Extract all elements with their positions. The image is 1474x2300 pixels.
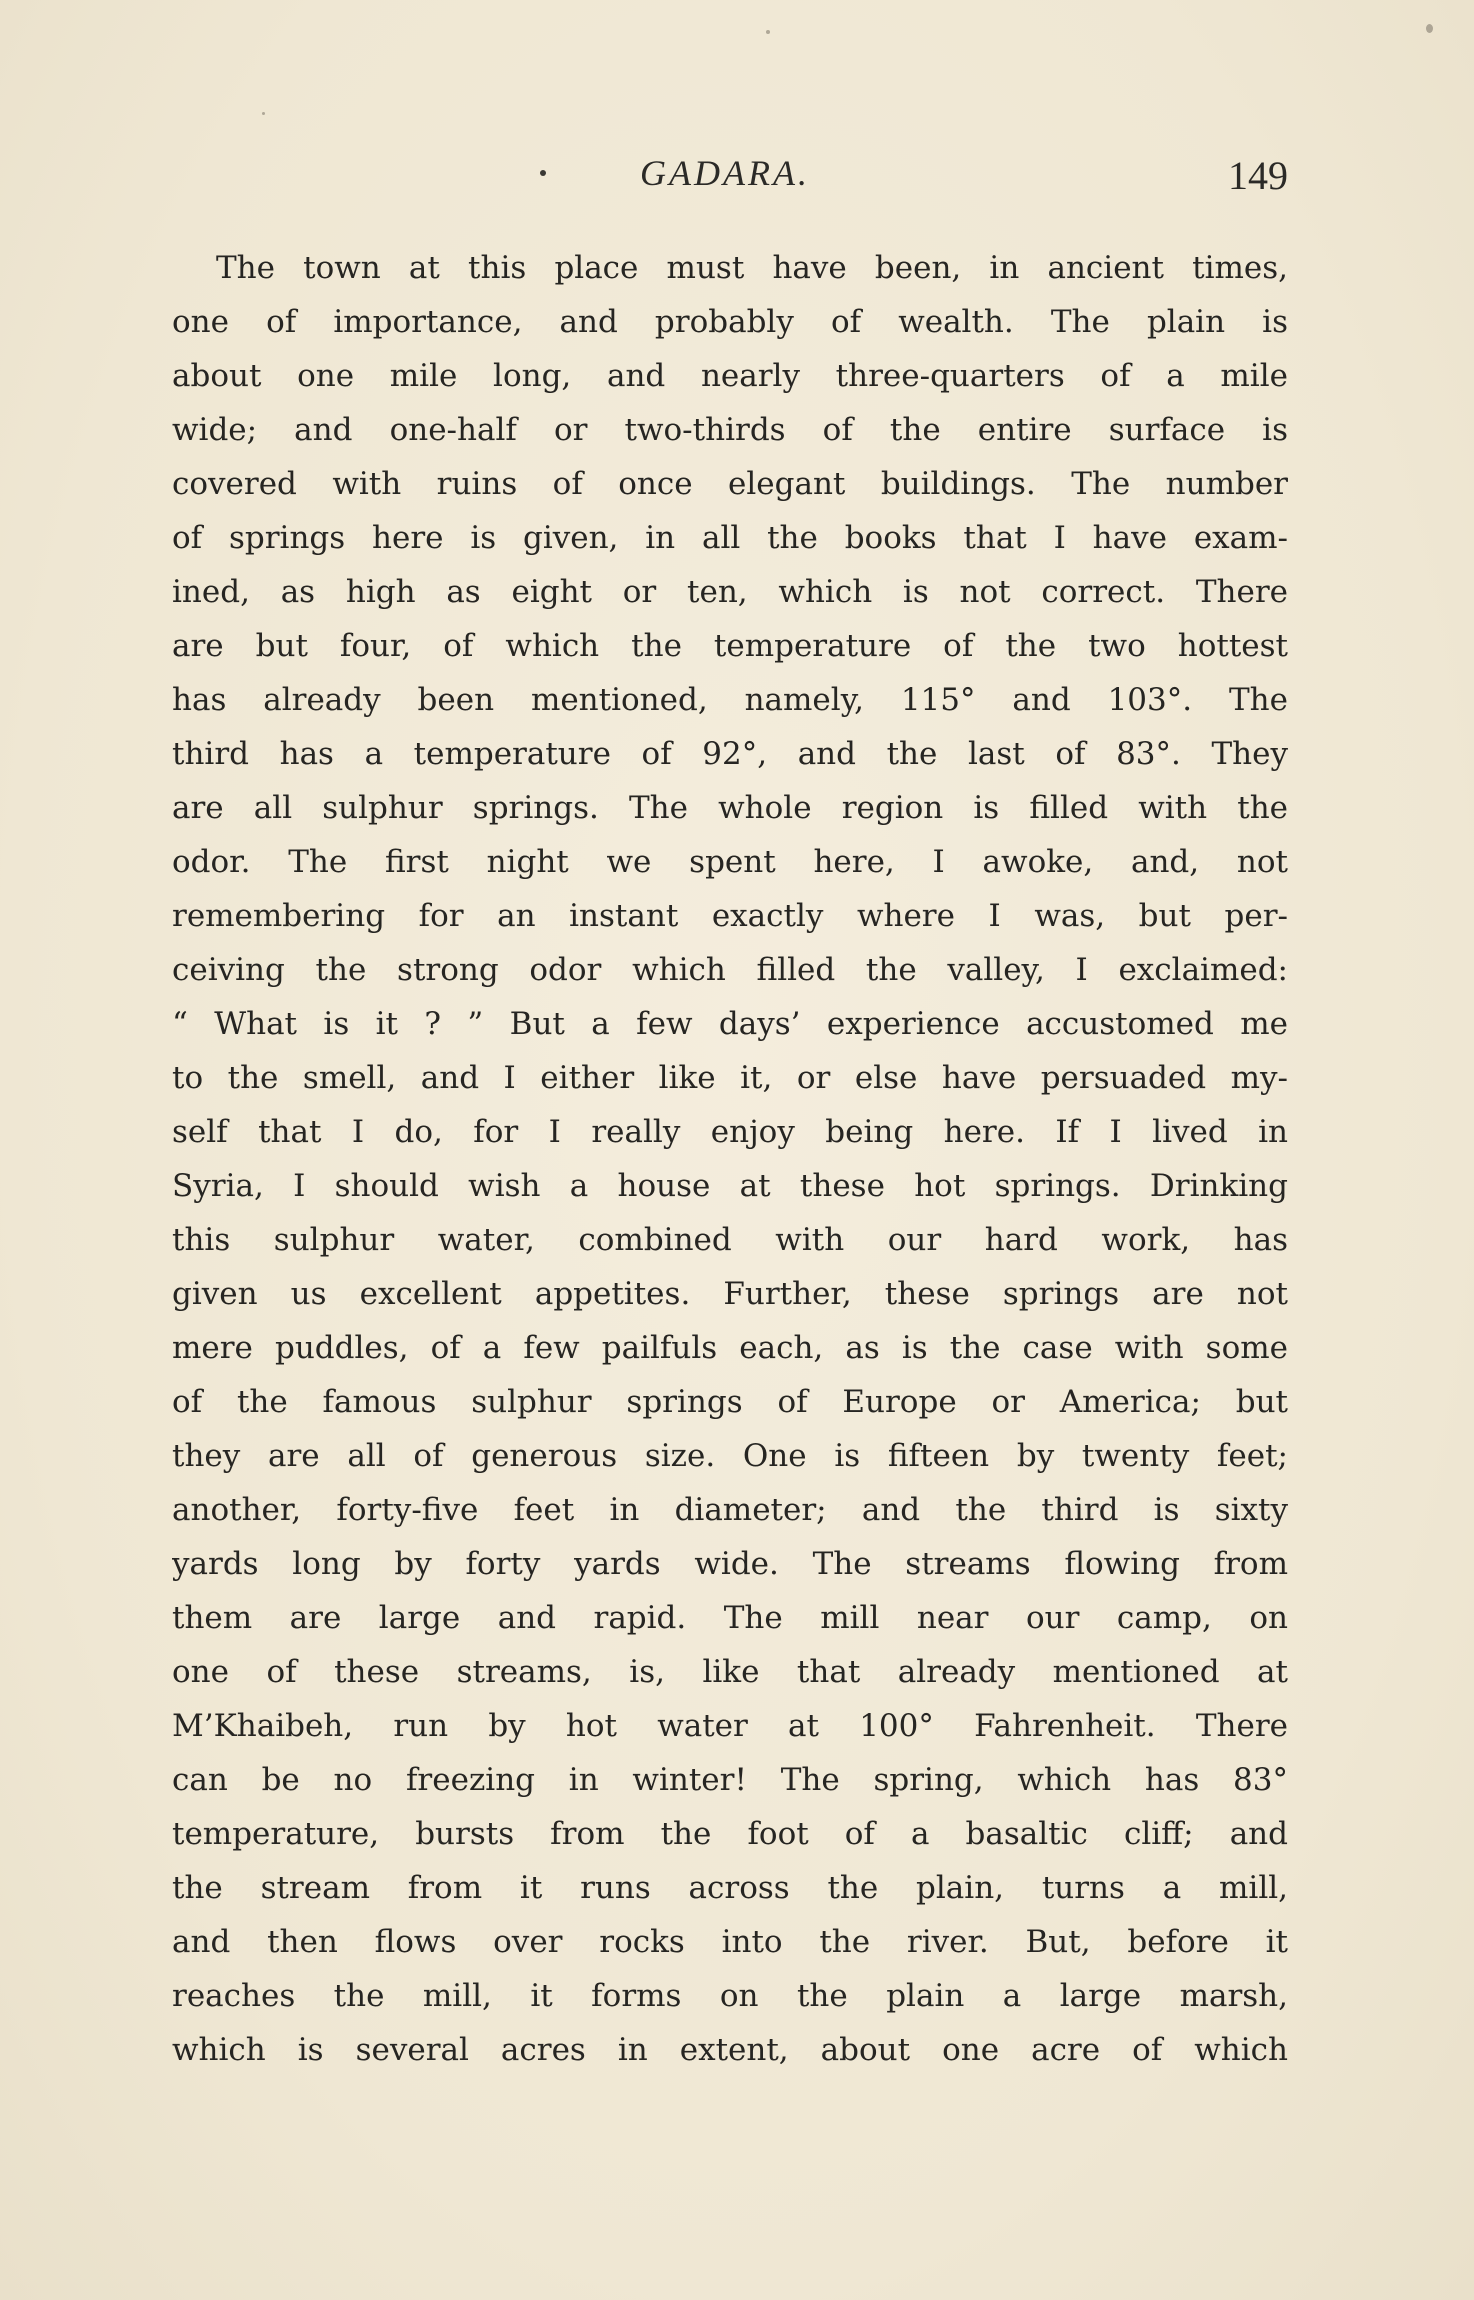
text-line: ceiving the strong odor which filled the valley, I exclaimed: xyxy=(172,952,1288,988)
text-line: given us excellent appetites. Further, these springs are not xyxy=(172,1276,1288,1312)
text-line: to the smell, and I either like it, or else have persuaded my- xyxy=(172,1060,1288,1096)
text-line: Syria, I should wish a house at these hot springs. Drinking xyxy=(172,1168,1288,1204)
text-line: can be no freezing in winter! The spring, which has 83° xyxy=(172,1762,1288,1798)
page-header xyxy=(0,152,1474,202)
text-line: odor. The first night we spent here, I awoke, and, not xyxy=(172,844,1288,880)
text-line: self that I do, for I really enjoy being here. If I lived in xyxy=(172,1114,1288,1150)
text-line: remembering for an instant exactly where I was, but per- xyxy=(172,898,1288,934)
text-line: about one mile long, and nearly three-quarters of a mile xyxy=(172,358,1288,394)
text-line: M’Khaibeh, run by hot water at 100° Fahrenheit. There xyxy=(172,1708,1288,1744)
text-line: has already been mentioned, namely, 115° and 103°. The xyxy=(172,682,1288,718)
text-line: ined, as high as eight or ten, which is not correct. There xyxy=(172,574,1288,610)
header-bullet xyxy=(540,170,546,176)
paper-speck xyxy=(1426,24,1433,33)
text-line: which is several acres in extent, about one acre of which xyxy=(172,2032,1288,2068)
text-line: mere puddles, of a few pailfuls each, as is the case with some xyxy=(172,1330,1288,1366)
text-line: and then flows over rocks into the river. But, before it xyxy=(172,1924,1288,1960)
text-line: are all sulphur springs. The whole region is filled with the xyxy=(172,790,1288,826)
text-line: are but four, of which the temperature of the two hottest xyxy=(172,628,1288,664)
text-line: temperature, bursts from the foot of a basaltic cliff; and xyxy=(172,1816,1288,1852)
page-number: 149 xyxy=(1228,153,1288,198)
text-line: the stream from it runs across the plain, turns a mill, xyxy=(172,1870,1288,1906)
text-line: they are all of generous size. One is fifteen by twenty feet; xyxy=(172,1438,1288,1474)
running-title: GADARA. xyxy=(640,153,810,193)
text-line: another, forty-five feet in diameter; and the third is sixty xyxy=(172,1492,1288,1528)
text-line: reaches the mill, it forms on the plain a large marsh, xyxy=(172,1978,1288,2014)
text-line: yards long by forty yards wide. The streams flowing from xyxy=(172,1546,1288,1582)
text-line: third has a temperature of 92°, and the last of 83°. They xyxy=(172,736,1288,772)
text-line: The town at this place must have been, in ancient times, xyxy=(216,250,1288,286)
text-line: of springs here is given, in all the books that I have exam- xyxy=(172,520,1288,556)
body-paragraph xyxy=(172,241,1288,2077)
paper-speck xyxy=(766,30,770,34)
text-line: one of these streams, is, like that already mentioned at xyxy=(172,1654,1288,1690)
text-line: “ What is it ? ” But a few days’ experience accustomed me xyxy=(172,1006,1288,1042)
text-line: of the famous sulphur springs of Europe or America; but xyxy=(172,1384,1288,1420)
text-line: covered with ruins of once elegant buildings. The number xyxy=(172,466,1288,502)
text-line: this sulphur water, combined with our hard work, has xyxy=(172,1222,1288,1258)
paper-speck xyxy=(262,112,265,115)
text-line: them are large and rapid. The mill near our camp, on xyxy=(172,1600,1288,1636)
text-line: one of importance, and probably of wealth. The plain is xyxy=(172,304,1288,340)
text-line: wide; and one-half or two-thirds of the entire surface is xyxy=(172,412,1288,448)
